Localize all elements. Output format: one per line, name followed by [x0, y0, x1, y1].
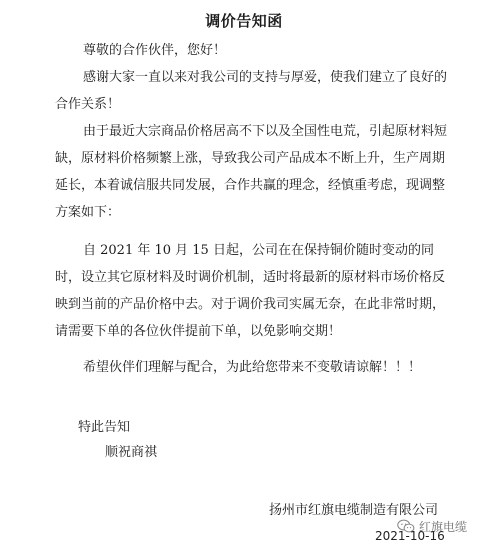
closing-notice: 特此告知 — [78, 420, 131, 435]
closing-regards: 顺祝商祺 — [105, 445, 158, 460]
company-signature: 扬州市红旗电缆制造有限公司 — [269, 503, 439, 518]
paragraph-request: 希望伙伴们理解与配合，为此给您带来不变敬请谅解！！！ — [83, 360, 422, 375]
document-title: 调价告知函 — [205, 12, 283, 30]
document-date: 2021-10-16 — [375, 529, 445, 543]
paragraph-adjustment: 自 2021 年 10 月 15 日起，公司在在保持铜价随时变动的同时，设立其它原材料及时调价机制，适时将最新的原材料市场价格反映到当前的产品价格中去。对于调价我司实属无奈，在此非常时期，请需要下单的各位伙伴提前下单，以免影响交期！ — [55, 243, 446, 339]
watermark-text: 红旗电缆 — [419, 520, 468, 534]
greeting: 尊敬的合作伙伴，您好！ — [83, 43, 227, 58]
paragraph-thanks: 感谢大家一直以来对我公司的支持与厚爱，使我们建立了良好的合作关系！ — [55, 70, 448, 112]
paragraph-reason: 由于最近大宗商品价格居高不下以及全国性电荒，引起原材料短缺，原材料价格频繁上涨，导致我公司产品成本不断上升，生产周期延长，本着诚信服共同发展，合作共赢的理念，经慎重考虑，现调整方案如下： — [55, 124, 448, 220]
